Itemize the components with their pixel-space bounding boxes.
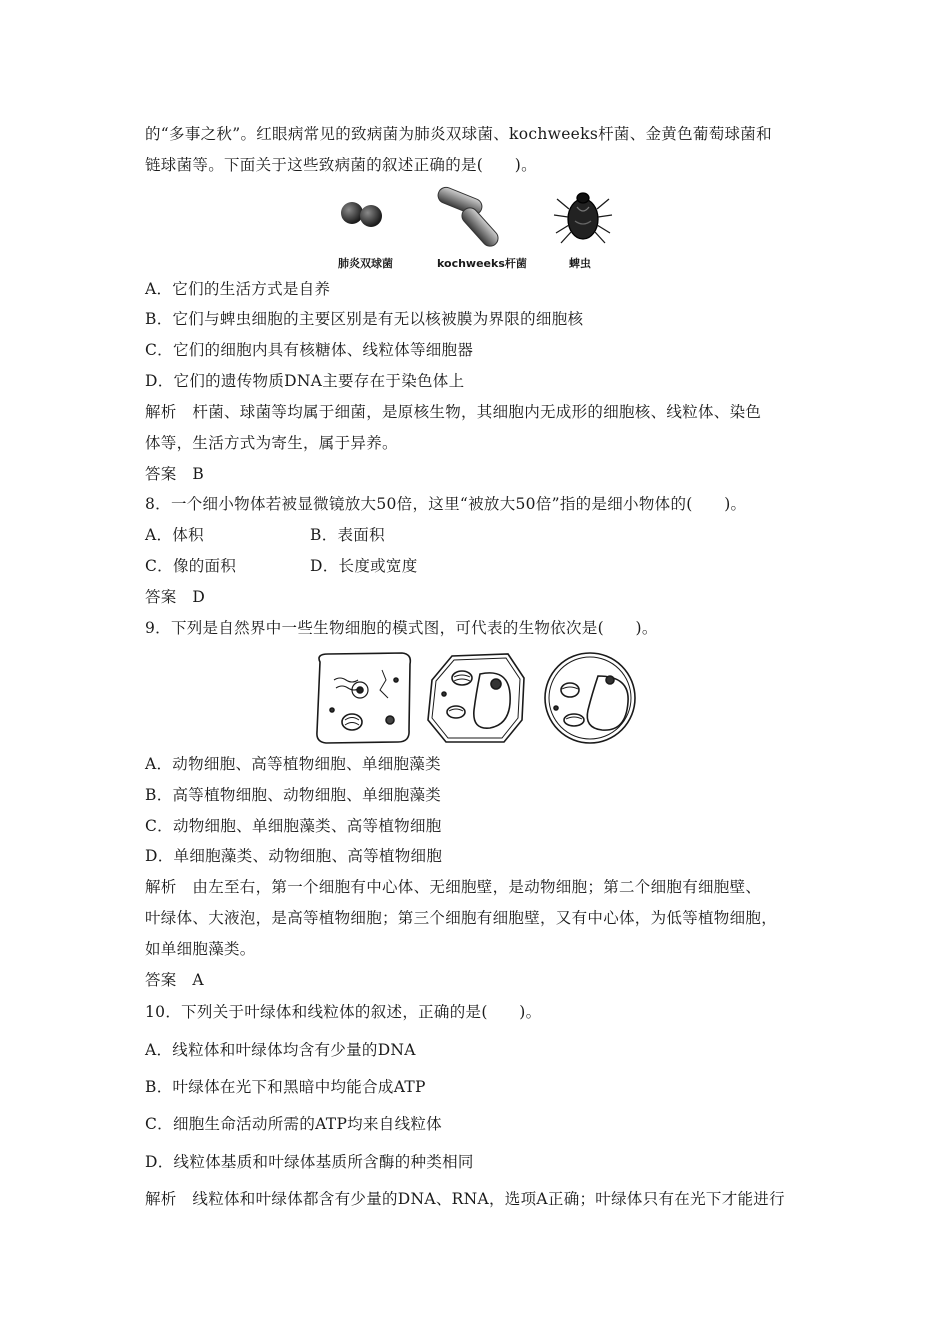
tick-icon <box>554 193 612 243</box>
question-10-stem: 10．下列关于叶绿体和线粒体的叙述，正确的是( )。 <box>145 1003 542 1021</box>
q10-option-a: A．线粒体和叶绿体均含有少量的DNA <box>145 1041 416 1059</box>
q7-answer: 答案 B <box>145 465 205 483</box>
bacteria-illustration <box>325 185 625 253</box>
q9-answer: 答案 A <box>145 971 204 989</box>
q7-option-a: A．它们的生活方式是自养 <box>145 280 331 298</box>
q7-analysis: 解析 杆菌、球菌等均属于细菌，是原核生物，其细胞内无成形的细胞核、线粒体、染色 <box>145 403 762 421</box>
q9-option-b: B．高等植物细胞、动物细胞、单细胞藻类 <box>145 786 442 804</box>
q9-option-c: C．动物细胞、单细胞藻类、高等植物细胞 <box>145 817 442 835</box>
question-7-stem: 链球菌等。下面关于这些致病菌的叙述正确的是( )。 <box>145 156 537 174</box>
q8-answer: 答案 D <box>145 588 206 606</box>
q7-option-b: B．它们与蜱虫细胞的主要区别是有无以核被膜为界限的细胞核 <box>145 310 584 328</box>
q10-analysis: 解析 线粒体和叶绿体都含有少量的DNA、RNA，选项A正确；叶绿体只有在光下才能进行 <box>145 1190 785 1208</box>
text-line: 的“多事之秋”。红眼病常见的致病菌为肺炎双球菌、kochweeks杆菌、金黄色葡萄球菌和 <box>145 125 772 143</box>
q9-option-a: A．动物细胞、高等植物细胞、单细胞藻类 <box>145 755 441 773</box>
bacteria-figure <box>325 185 625 275</box>
q8-option-d: D．长度或宽度 <box>310 557 418 575</box>
diplococcus-icon <box>341 202 382 227</box>
q10-option-b: B．叶绿体在光下和黑暗中均能合成ATP <box>145 1078 426 1096</box>
q7-option-d: D．它们的遗传物质DNA主要存在于染色体上 <box>145 372 465 390</box>
caption-tick: 蜱虫 <box>569 257 591 270</box>
algae-cell-icon <box>545 653 635 743</box>
caption-diplococcus: 肺炎双球菌 <box>338 257 393 270</box>
q8-option-c: C．像的面积 <box>145 557 237 575</box>
animal-cell-icon <box>317 653 410 743</box>
q7-analysis-cont: 体等，生活方式为寄生，属于异养。 <box>145 434 398 452</box>
q8-options-row1 <box>145 525 385 545</box>
cells-illustration <box>312 650 644 746</box>
q9-option-d: D．单细胞藻类、动物细胞、高等植物细胞 <box>145 847 443 865</box>
question-9-stem: 9．下列是自然界中一些生物细胞的模式图，可代表的生物依次是( )。 <box>145 619 658 637</box>
q9-analysis-end: 如单细胞藻类。 <box>145 940 256 958</box>
q7-option-c: C．它们的细胞内具有核糖体、线粒体等细胞器 <box>145 341 474 359</box>
q8-option-a: A．体积 <box>145 526 204 544</box>
q8-option-b: B．表面积 <box>310 526 385 544</box>
bacillus-icon <box>436 185 502 249</box>
q8-options-row2 <box>145 556 418 576</box>
q9-analysis-cont: 叶绿体、大液泡，是高等植物细胞；第三个细胞有细胞壁，又有中心体，为低等植物细胞， <box>145 909 778 927</box>
q9-analysis: 解析 由左至右，第一个细胞有中心体、无细胞壁，是动物细胞；第二个细胞有细胞壁、 <box>145 878 762 896</box>
q10-option-d: D．线粒体基质和叶绿体基质所含酶的种类相同 <box>145 1153 474 1171</box>
cells-figure <box>312 650 644 746</box>
caption-bacillus: kochweeks杆菌 <box>437 257 527 270</box>
q10-option-c: C．细胞生命活动所需的ATP均来自线粒体 <box>145 1115 442 1133</box>
plant-cell-icon <box>428 654 524 742</box>
question-8-stem: 8．一个细小物体若被显微镜放大50倍，这里“被放大50倍”指的是细小物体的( )。 <box>145 495 747 513</box>
